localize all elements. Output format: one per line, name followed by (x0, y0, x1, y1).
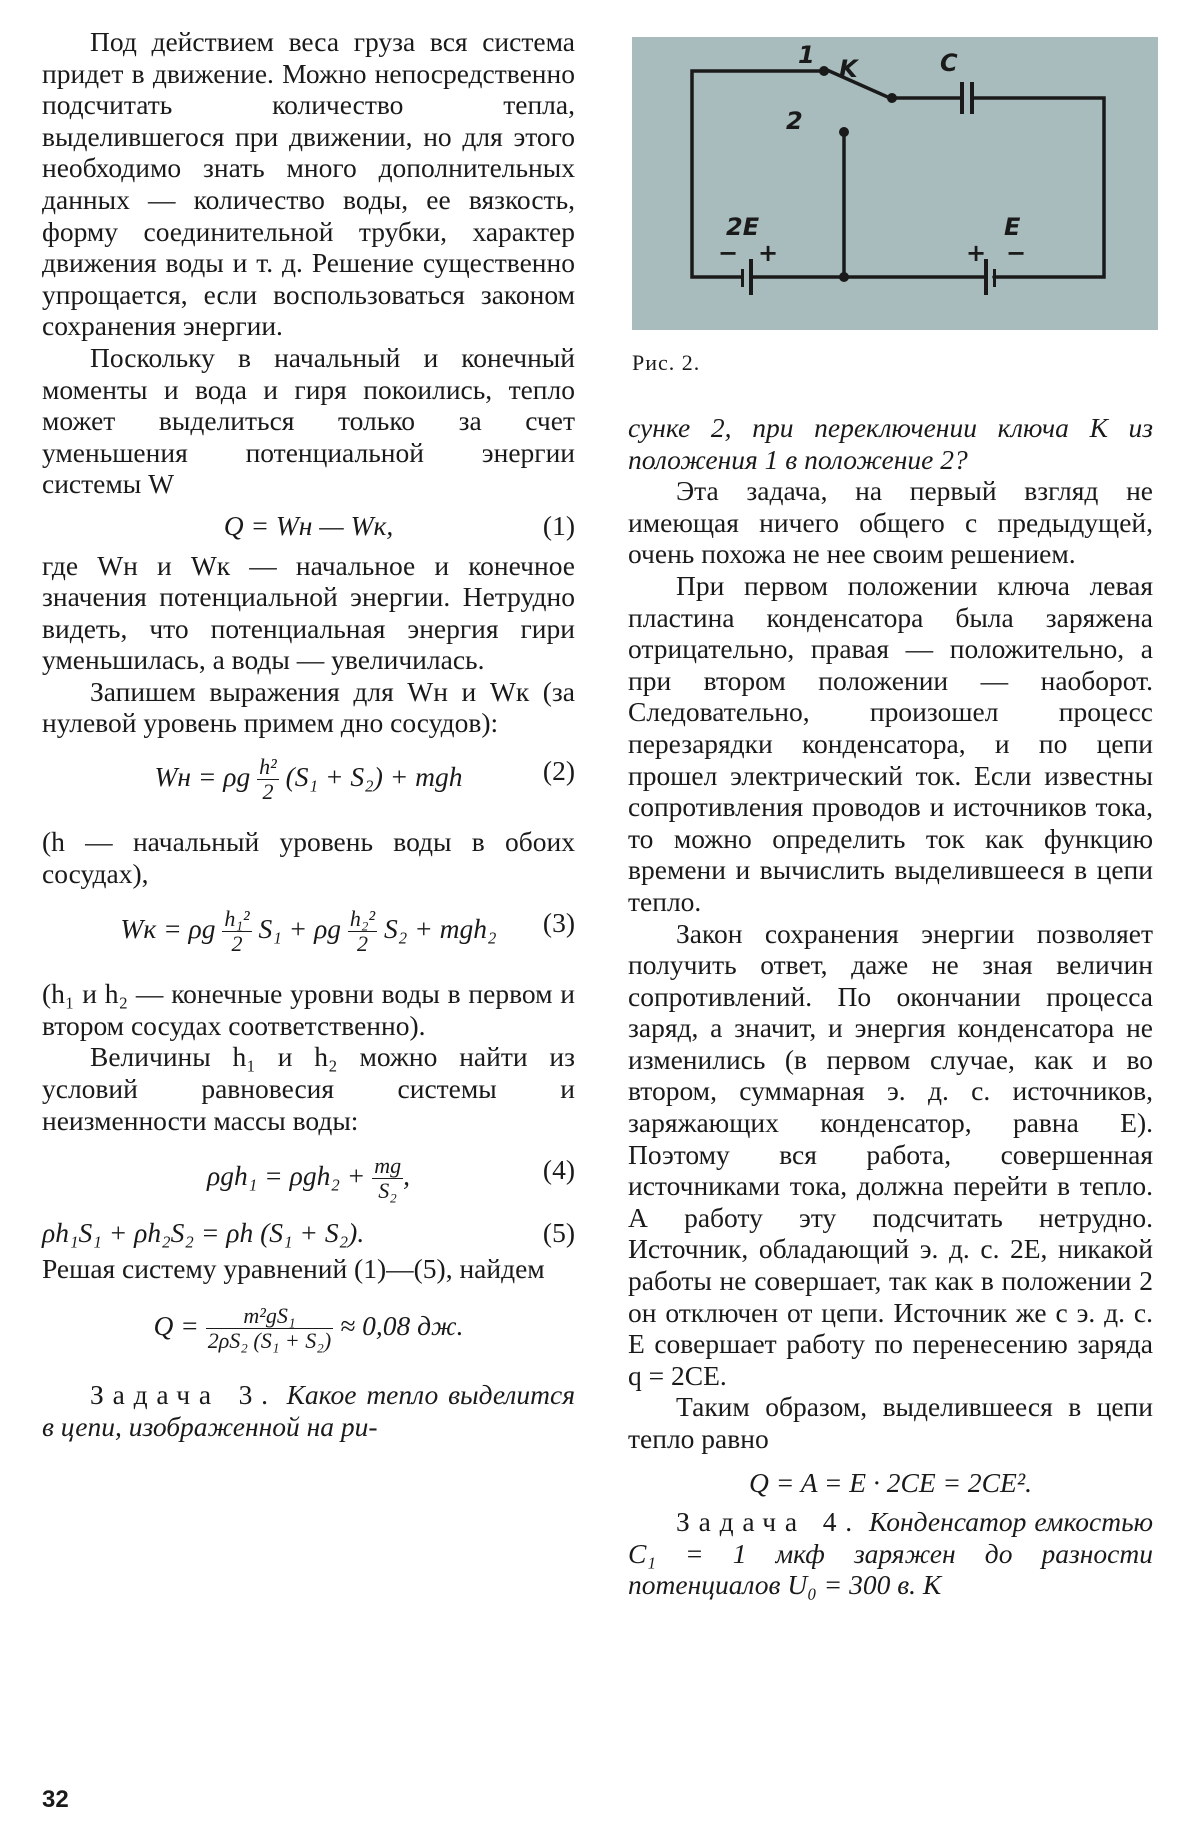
equation-5-number: (5) (542, 1217, 575, 1249)
fraction-numerator: h₂² (349, 906, 376, 932)
equation-result (42, 1304, 575, 1353)
fraction-denominator: 2 (348, 931, 377, 956)
equation-5 (42, 1217, 575, 1249)
task-4-label: Задача 4. (676, 1506, 861, 1538)
task-4 (628, 1506, 1153, 1601)
label-minus-left: − (718, 239, 739, 267)
task-3 (42, 1379, 575, 1442)
equation-3-part-c: S₂ + mgh₂ (384, 913, 497, 945)
equation-2-number: (2) (542, 755, 575, 787)
task-4-text: Конденсатор емкостью C₁ = 1 мкф заряжен до разности потенциалов U₀ = 300 в. К (628, 1506, 1153, 1601)
figure-background (632, 37, 1158, 330)
paragraph-write-expressions: Запишем выражения для Wн и Wк (за нулевой уровень примем дно сосудов): (42, 675, 575, 739)
equation-3 (42, 907, 575, 956)
equation-4-number: (4) (542, 1154, 575, 1186)
paragraph-equilibrium: Величины h₁ и h₂ можно найти из условий равновесия системы и неизменности массы воды: (42, 1041, 575, 1136)
label-c: C (940, 49, 958, 77)
label-e: E (1004, 213, 1021, 241)
equation-3-number: (3) (542, 907, 575, 939)
equation-result-left: Q = (153, 1310, 199, 1342)
label-2: 2 (786, 107, 803, 135)
paragraph-heat-released: Таким образом, выделившееся в цепи тепло равно (628, 1391, 1153, 1454)
key-pivot-dot (887, 93, 897, 103)
circuit-diagram (632, 37, 1158, 330)
equation-result-right: ≈ 0,08 дж. (340, 1310, 464, 1342)
label-k: K (839, 55, 858, 83)
paragraph-potential-energy: Поскольку в начальный и конечный моменты и вода и гиря покоились, тепло может выделиться только за счет уменьшения потенциальной энергии системы W (42, 341, 575, 500)
battery-2e-short-plate (741, 269, 744, 287)
equation-2-right: (S₁ + S₂) + mgh (285, 760, 463, 792)
task-3-text: Какое тепло выделится в цепи, изображенной на ри- (42, 1379, 575, 1442)
label-minus-right: − (1006, 239, 1027, 267)
paragraph-energy-values: где Wн и Wк — начальное и конечное значения потенциальной энергии. Нетрудно видеть, что потенциальная энергия гири уменьшилась, а воды — увеличилась. (42, 549, 575, 676)
paragraph-energy-conservation: Закон сохранения энергии позволяет получить ответ, даже не зная величин сопротивлений. По окончании процесса заряд, а значит, и энергия конденсатора не изменились (в первом случае, как и во втором, суммарная э. д. с. источников, заряжающих конденсатор, равна E). Поэтому вся работа, совершенная источниками тока, должна перейти в тепло. А работу эту подсчитать нетрудно. Источник, обладающий э. д. с. 2E, никакой работы не совершает, так как в положении 2 он отключен от цепи. Источник же с э. д. с. E совершает работу по перенесению заряда q = 2CE. (628, 917, 1153, 1391)
fraction-numerator: h₁² (224, 906, 250, 932)
equation-4 (42, 1154, 575, 1203)
equation-4-left: ρgh₁ = ρgh₂ + (207, 1160, 366, 1192)
fraction-denominator: 2 (222, 931, 251, 956)
fraction-numerator: h² (259, 754, 277, 780)
capacitor-plate-right (970, 82, 974, 114)
equation-2-fraction (257, 755, 279, 804)
equation-2 (42, 755, 575, 804)
paragraph-final-levels: (h₁ и h₂ — конечные уровни воды в первом и втором сосудах соответственно). (42, 978, 575, 1041)
equation-result-fraction (206, 1304, 334, 1353)
fraction-denominator: 2 (257, 779, 279, 804)
equation-3-fraction-2 (348, 907, 377, 956)
contact-2-dot (839, 127, 849, 137)
paragraph-solving: Решая систему уравнений (1)—(5), найдем (42, 1252, 545, 1284)
label-2e: 2E (726, 213, 760, 241)
fraction-numerator: mg (374, 1153, 402, 1179)
equation-3-part-a: Wк = ρg (120, 913, 216, 945)
equation-heat: Q = A = E · 2CE = 2CE². (749, 1466, 1032, 1498)
paragraph-intro: Под действием веса груза вся система придет в движение. Можно непосредственно подсчитать количество тепла, выделившегося при движении, но для этого необходимо знать много дополнительных данных — количество воды, ее вязкость, форму соединительной трубки, характер движения воды и т. д. Решение существенно упрощается, если воспользоваться законом сохранения энергии. (42, 26, 575, 342)
battery-e-short-plate (993, 269, 996, 287)
equation-1-number: (1) (542, 509, 575, 541)
figure-caption: Рис. 2. (632, 350, 701, 375)
right-column (628, 412, 1153, 1601)
task-3-continuation: сунке 2, при переключении ключа К из положения 1 в положение 2? (628, 412, 1153, 475)
fraction-numerator: m²gS₁ (243, 1303, 296, 1329)
equation-1 (42, 510, 575, 542)
paragraph-initial-level: (h — начальный уровень воды в обоих сосудах), (42, 826, 575, 889)
page-number: 32 (42, 1786, 69, 1813)
paragraph-recharging: При первом положении ключа левая пластина конденсатора была заряжена отрицательно, правая — положительно, а при втором положении — наоборот. Следовательно, произошел процесс перезарядки конденсатора, и по цепи прошел электрический ток. Если известны сопротивления проводов и источников тока, то можно определить ток как функцию времени и вычислить выделившееся в цепи тепло. (628, 569, 1153, 917)
equation-1-body: Q = Wн — Wк, (223, 509, 394, 541)
label-plus-left: + (758, 239, 779, 267)
junction-dot (839, 272, 849, 282)
equation-4-tail: , (403, 1160, 410, 1192)
battery-2e-long-plate (749, 259, 753, 295)
equation-3-fraction-1 (222, 907, 251, 956)
equation-2-left: Wн = ρg (154, 760, 251, 792)
fraction-denominator: S₂ (372, 1178, 403, 1203)
paragraph-similarity: Эта задача, на первый взгляд не имеющая ничего общего с предыдущей, очень похожа не нее своим решением. (628, 475, 1153, 570)
fraction-denominator: 2ρS₂ (S₁ + S₂) (207, 1328, 332, 1354)
capacitor-plate-left (960, 82, 964, 114)
equation-3-part-b: S₁ + ρg (258, 913, 342, 945)
contact-1-dot (819, 66, 829, 76)
equation-4-fraction (372, 1154, 403, 1203)
left-column (42, 26, 575, 1443)
task-3-label: Задача 3. (90, 1379, 277, 1411)
label-plus-right: + (966, 239, 987, 267)
label-1: 1 (798, 41, 815, 69)
equation-5-body: ρh₁S₁ + ρh₂S₂ = ρh (S₁ + S₂). (42, 1217, 365, 1249)
